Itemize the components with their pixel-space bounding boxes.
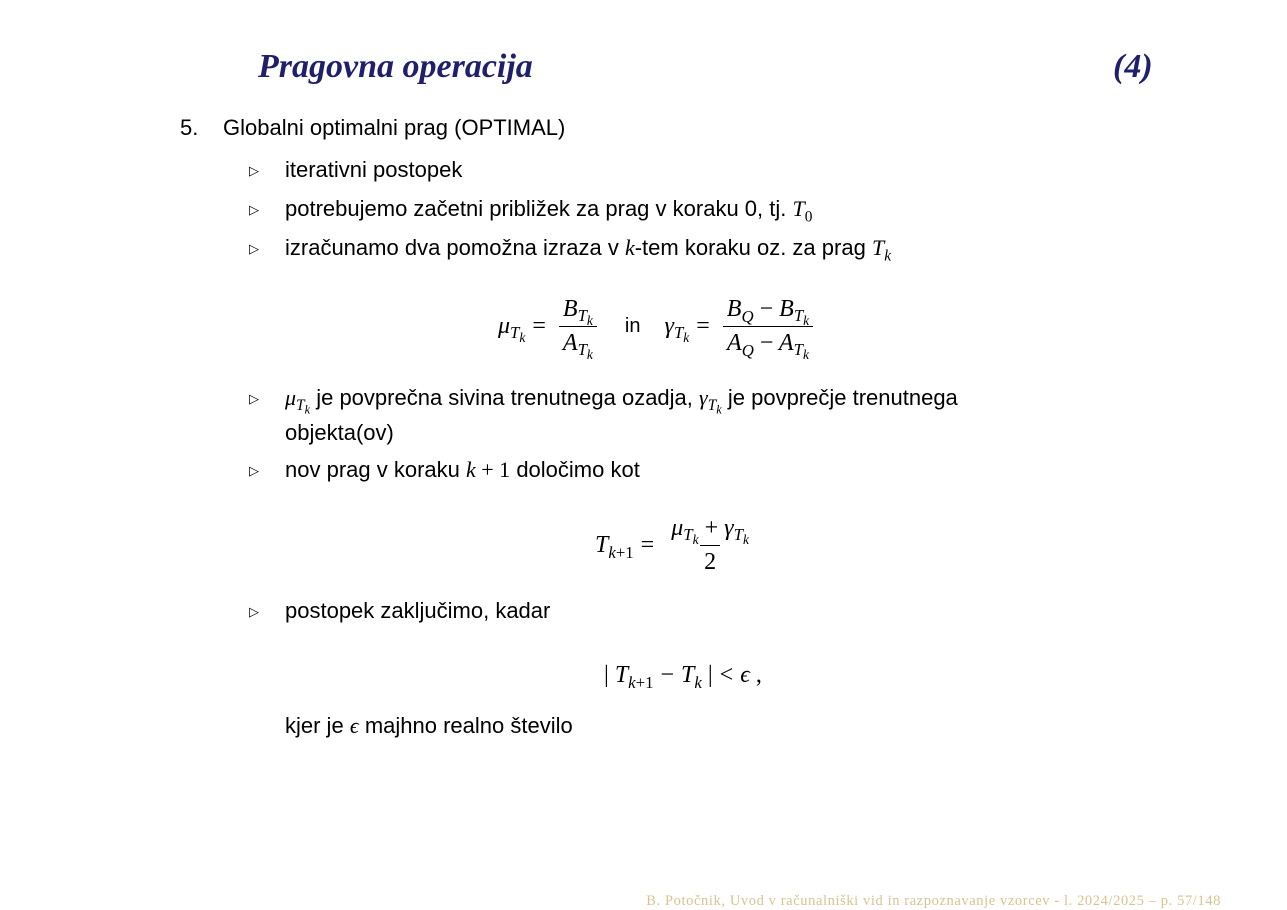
bullet-triangle-icon: ▷ bbox=[249, 604, 259, 619]
bullet-5-part-b: določimo kot bbox=[516, 457, 640, 482]
slide-title: Pragovna operacija bbox=[258, 48, 533, 85]
equation-connector: in bbox=[624, 314, 641, 337]
bullet-2-text: potrebujemo začetni približek za prag v koraku 0, tj. bbox=[285, 196, 787, 221]
bullet-4-part-b: je povprečje trenutnega bbox=[727, 385, 958, 410]
bullet-text-5: nov prag v koraku k + 1 določimo kot bbox=[285, 457, 640, 482]
bullet-3-part-a: izračunamo dva pomožna izraza v bbox=[285, 235, 619, 260]
equation-stop-condition: | $T_{k+1}$ − $T_k$ | < ϵ , bbox=[604, 661, 762, 692]
bullet-triangle-icon: ▷ bbox=[249, 391, 259, 406]
bullet-text-1: iterativni postopek bbox=[285, 157, 463, 182]
bullet-text-6: postopek zaključimo, kadar bbox=[285, 598, 551, 623]
bullet-4-part-c: objekta(ov) bbox=[285, 420, 394, 445]
after-text-b: majhno realno število bbox=[364, 713, 573, 738]
bullet-triangle-icon: ▷ bbox=[249, 241, 259, 256]
after-text-a: kjer je bbox=[285, 713, 344, 738]
bullet-4-part-a: je povprečna sivina trenutnega ozadja, bbox=[316, 385, 693, 410]
bullet-5-part-a: nov prag v koraku bbox=[285, 457, 460, 482]
bullet-triangle-icon: ▷ bbox=[249, 163, 259, 178]
bullet-3-part-b: -tem koraku oz. za prag bbox=[634, 235, 866, 260]
list-item-text: Globalni optimalni prag (OPTIMAL) bbox=[223, 115, 566, 140]
math-tk: $T_k$ bbox=[871, 235, 892, 265]
bullet-text-3 bbox=[285, 234, 892, 265]
bullet-text-2 bbox=[285, 195, 813, 226]
after-equation-text: kjer je ϵ majhno realno število bbox=[285, 713, 573, 738]
slide-footer: B. Potočnik, Uvod v računalniški vid in razpoznavanje vzorcev - l. 2024/2025 – p. 57/148 bbox=[646, 893, 1221, 909]
math-t0: $T_0$ bbox=[792, 196, 813, 226]
slide-number: (4) bbox=[1113, 48, 1153, 85]
bullet-triangle-icon: ▷ bbox=[249, 463, 259, 478]
list-item-number: 5. bbox=[180, 115, 199, 140]
bullet-triangle-icon: ▷ bbox=[249, 202, 259, 217]
bullet-text-4: $\mu_{T_k}$ je povprečna sivina trenutnega ozadja, $\gamma_{T_k}$ je povprečje trenutnega bbox=[285, 385, 958, 418]
equation-next-threshold: $T_{k+1}$ = $\frac{\mu_{T_k} + \gamma_{T_k}}{2}$ bbox=[595, 514, 749, 575]
math-k: k bbox=[624, 235, 635, 260]
equation-mu-gamma: $\mu_{T_k}$ = $\frac{B_{T_k}}{A_{T_k}}$ in $\gamma_{T_k}$ = $\frac{B_Q - B_{T_k}}{A_Q - A_{T_k}}$ bbox=[498, 288, 819, 364]
